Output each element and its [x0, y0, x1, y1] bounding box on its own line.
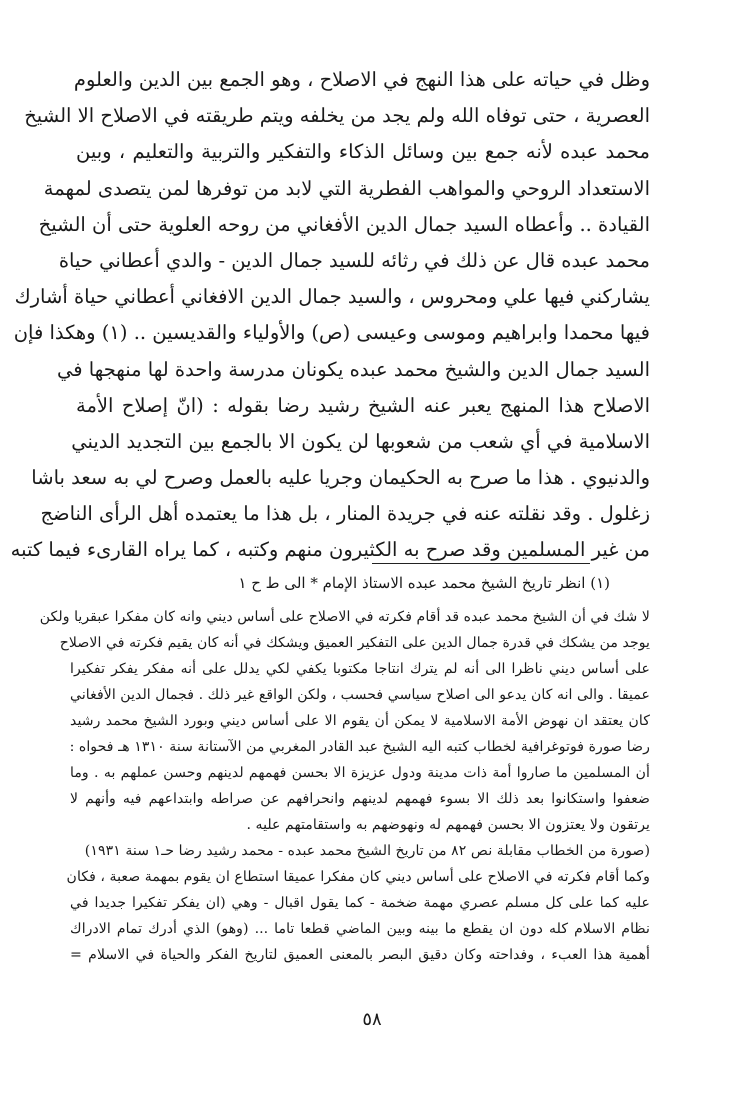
text-line: العصرية ، حتى توفاه الله ولم يجد من يخلفه ويتم طريقته في الاصلاح الا الشيخ	[24, 104, 650, 128]
footnote-commentary	[39, 604, 650, 968]
footnote-line: أن المسلمين ما صاروا أمة ذات مدينة ودول عزيزة الا بحسن فهمهم لدينهم وحسن عملهم به . وما	[70, 765, 650, 781]
text-line: السيد جمال الدين والشيخ محمد عبده يكونان مدرسة واحدة لها منهجها في	[57, 357, 650, 381]
footnote-line: عميقا . والى انه كان يدعو الى اصلاح سياسي فحسب ، ولكن الواقع غير ذلك . فجمال الدين الأفغاني	[70, 687, 650, 703]
page-number: ٥٨	[362, 1009, 382, 1030]
text-line: والدنيوي . هذا ما صرح به الحكيمان وجريا عليه بالعمل وصرح لي به سعد باشا	[31, 466, 650, 490]
footnote-line: نظام الاسلام كله دون ان يقطع ما بينه وبين الماضي قطعا تاما ... (وهو) الذي أدرك تمام الادراك	[70, 921, 650, 937]
text-line: الاسلامية في أي شعب من شعوبها لن يكون الا بالجمع بين التجديد الديني	[71, 429, 650, 453]
text-line: القيادة .. وأعطاه السيد جمال الدين الأفغاني من روحه العلوية حتى أن الشيخ	[38, 212, 650, 236]
text-line: زغلول . وقد نقلته عنه في جريدة المنار ، بل هذا ما يعتمده أهل الرأى الناضج	[40, 502, 650, 526]
footnote-line: رضا صورة فوتوغرافية لخطاب كتبه اليه الشيخ عبد القادر المغربي من الآستانة سنة ١٣١٠ هـ فحواه :	[69, 739, 650, 755]
footnote-line: على أساس ديني ناظرا الى أنه لم يترك انتاجا مكتوبا يكفي لكي يدلل على أنه مفكر يفكر تفكيرا	[70, 661, 650, 677]
footnote-line: وكما أقام فكرته في الاصلاح على أساس ديني كان مفكرا عميقا استطاع ان يقوم بمهمة صعبة ، فكان	[66, 869, 650, 885]
footnote-separator	[372, 563, 590, 564]
text-line: الاستعداد الروحي والمواهب الفطرية التي لابد من توفرها لمن يتصدى لمهمة	[43, 176, 650, 200]
footnote-line: (صورة من الخطاب مقابلة نص ٨٢ من تاريخ الشيخ محمد عبده - محمد رشيد رضا حـ١ سنة ١٩٣١)	[84, 843, 650, 859]
main-text	[10, 62, 650, 569]
text-line: من غير المسلمين وقد صرح به الكثيرون منهم وكتبه ، كما يراه القارىء فيما كتبه	[10, 538, 650, 562]
footnote-reference: (١) انظر تاريخ الشيخ محمد عبده الاستاذ الإمام * الى ط ح ١	[238, 574, 610, 592]
text-line: محمد عبده لأنه جمع بين وسائل الذكاء والتفكير والتربية والتعليم ، وبين	[76, 140, 650, 164]
footnote-line: ضعفوا واستكانوا بعد ذلك الا بسوء فهمهم لدينهم وانحرافهم عن صراطه وابتداعهم فيه وأنهم لا	[70, 791, 650, 807]
text-line: الاصلاح هذا المنهج يعبر عنه الشيخ رشيد رضا بقوله : (انّ إصلاح الأمة	[76, 393, 650, 417]
footnote-line: يرتقون ولا يعتزون الا بحسن فهمهم له ونهوضهم به واستقامتهم عليه .	[246, 817, 650, 833]
text-line: محمد عبده قال عن ذلك في رثائه للسيد جمال الدين - والدي أعطاني حياة	[58, 248, 650, 272]
footnote-line: كان يعتقد ان نهوض الأمة الاسلامية لا يمكن أن يقوم الا على أساس ديني وبورد الشيخ محمد رشيد	[70, 713, 650, 729]
text-line: فيها محمدا وابراهيم وموسى وعيسى (ص) والأولياء والقديسين .. (١) وهكذا فإن	[13, 321, 650, 345]
text-line: يشاركني فيها علي ومحروس ، والسيد جمال الدين الافغاني أعطاني حياة أشارك	[14, 285, 650, 309]
footnote-line: أهمية هذا العبء ، وفداحته وكان دقيق البصر بالمعنى العميق لتاريخ الفكر والحياة في الاسلام =	[70, 947, 650, 963]
text-line: وظل في حياته على هذا النهج في الاصلاح ، وهو الجمع بين الدين والعلوم	[73, 68, 650, 91]
footnote-line: يوجد من يشكك في قدرة جمال الدين على التفكير العميق ويشكك في أنه كان يقيم فكرته في الاصلاح	[59, 635, 650, 651]
footnote-line: عليه كما على كل مسلم عصري مهمة ضخمة - كما يقول اقبال - وهي (ان يفكر تفكيرا جديدا في	[70, 895, 650, 911]
footnote-line: لا شك في أن الشيخ محمد عبده قد أقام فكرته في الاصلاح على أساس ديني وانه كان مفكرا عبقريا ولكن	[39, 609, 650, 625]
